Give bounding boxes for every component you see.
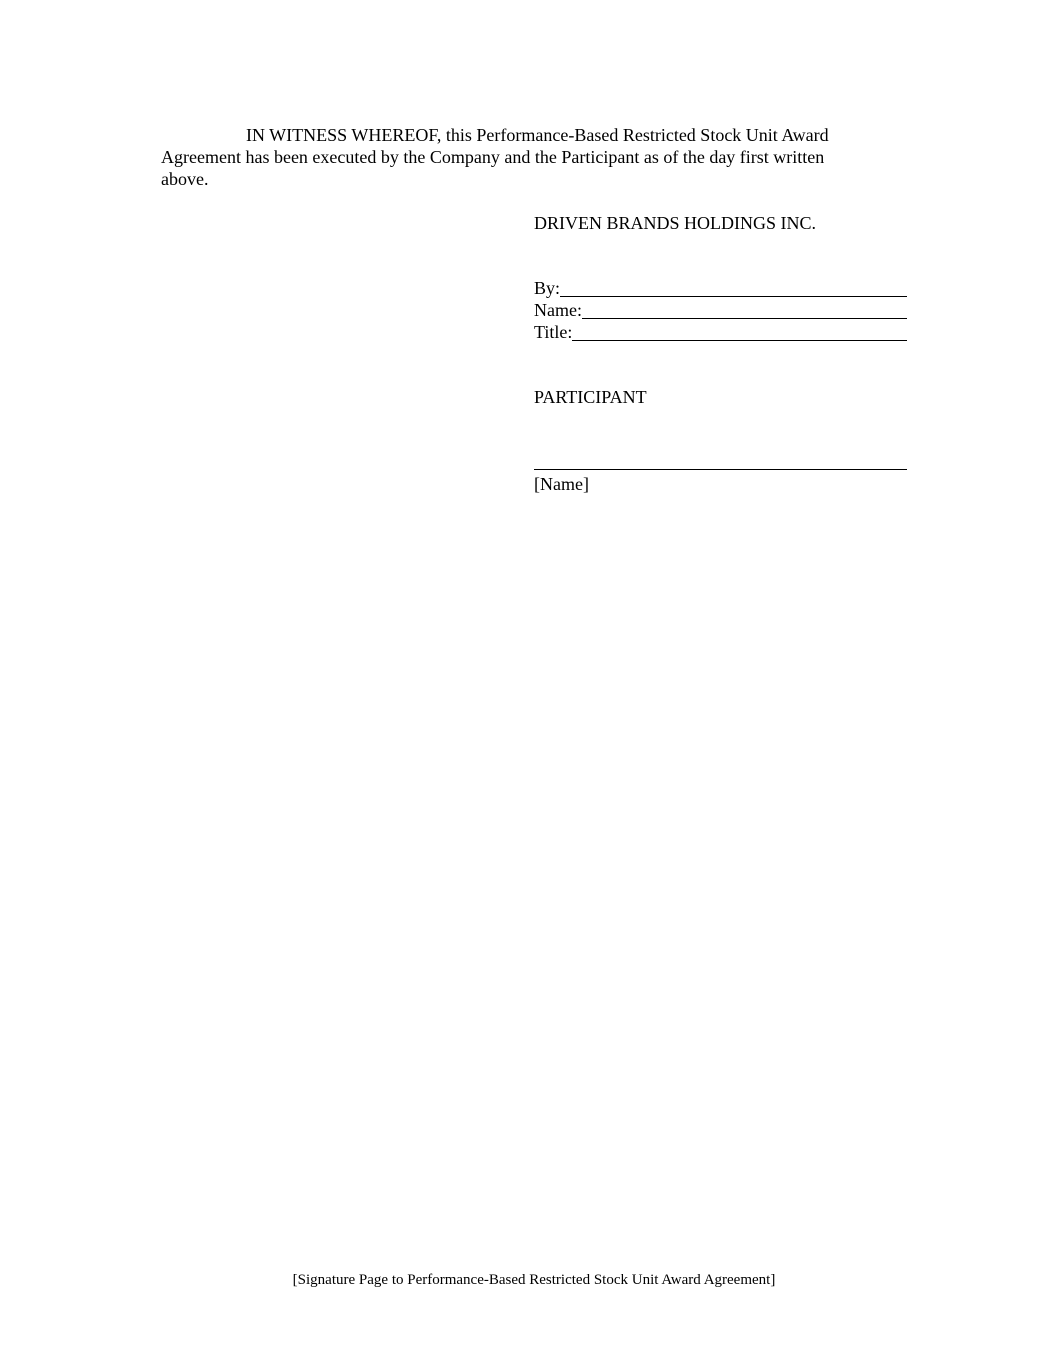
by-label: By: xyxy=(534,278,561,298)
name-label: Name: xyxy=(534,300,582,320)
by-signature-line xyxy=(534,277,907,299)
company-signature-lines xyxy=(534,277,907,343)
name-blank xyxy=(582,299,907,319)
by-blank xyxy=(560,277,907,297)
participant-signature-line xyxy=(534,469,907,470)
witness-paragraph: IN WITNESS WHEREOF, this Performance-Based Restricted Stock Unit Award Agreement has been executed by the Company and the Participant as of the day first written above. xyxy=(161,125,829,189)
title-blank xyxy=(572,321,907,341)
participant-name-placeholder: [Name] xyxy=(534,474,589,494)
page-footer: [Signature Page to Performance-Based Restricted Stock Unit Award Agreement] xyxy=(292,1272,776,1288)
name-signature-line xyxy=(534,299,907,321)
title-label: Title: xyxy=(534,322,573,342)
title-signature-line xyxy=(534,321,907,343)
company-name: DRIVEN BRANDS HOLDINGS INC. xyxy=(534,213,817,233)
participant-heading: PARTICIPANT xyxy=(534,387,647,407)
